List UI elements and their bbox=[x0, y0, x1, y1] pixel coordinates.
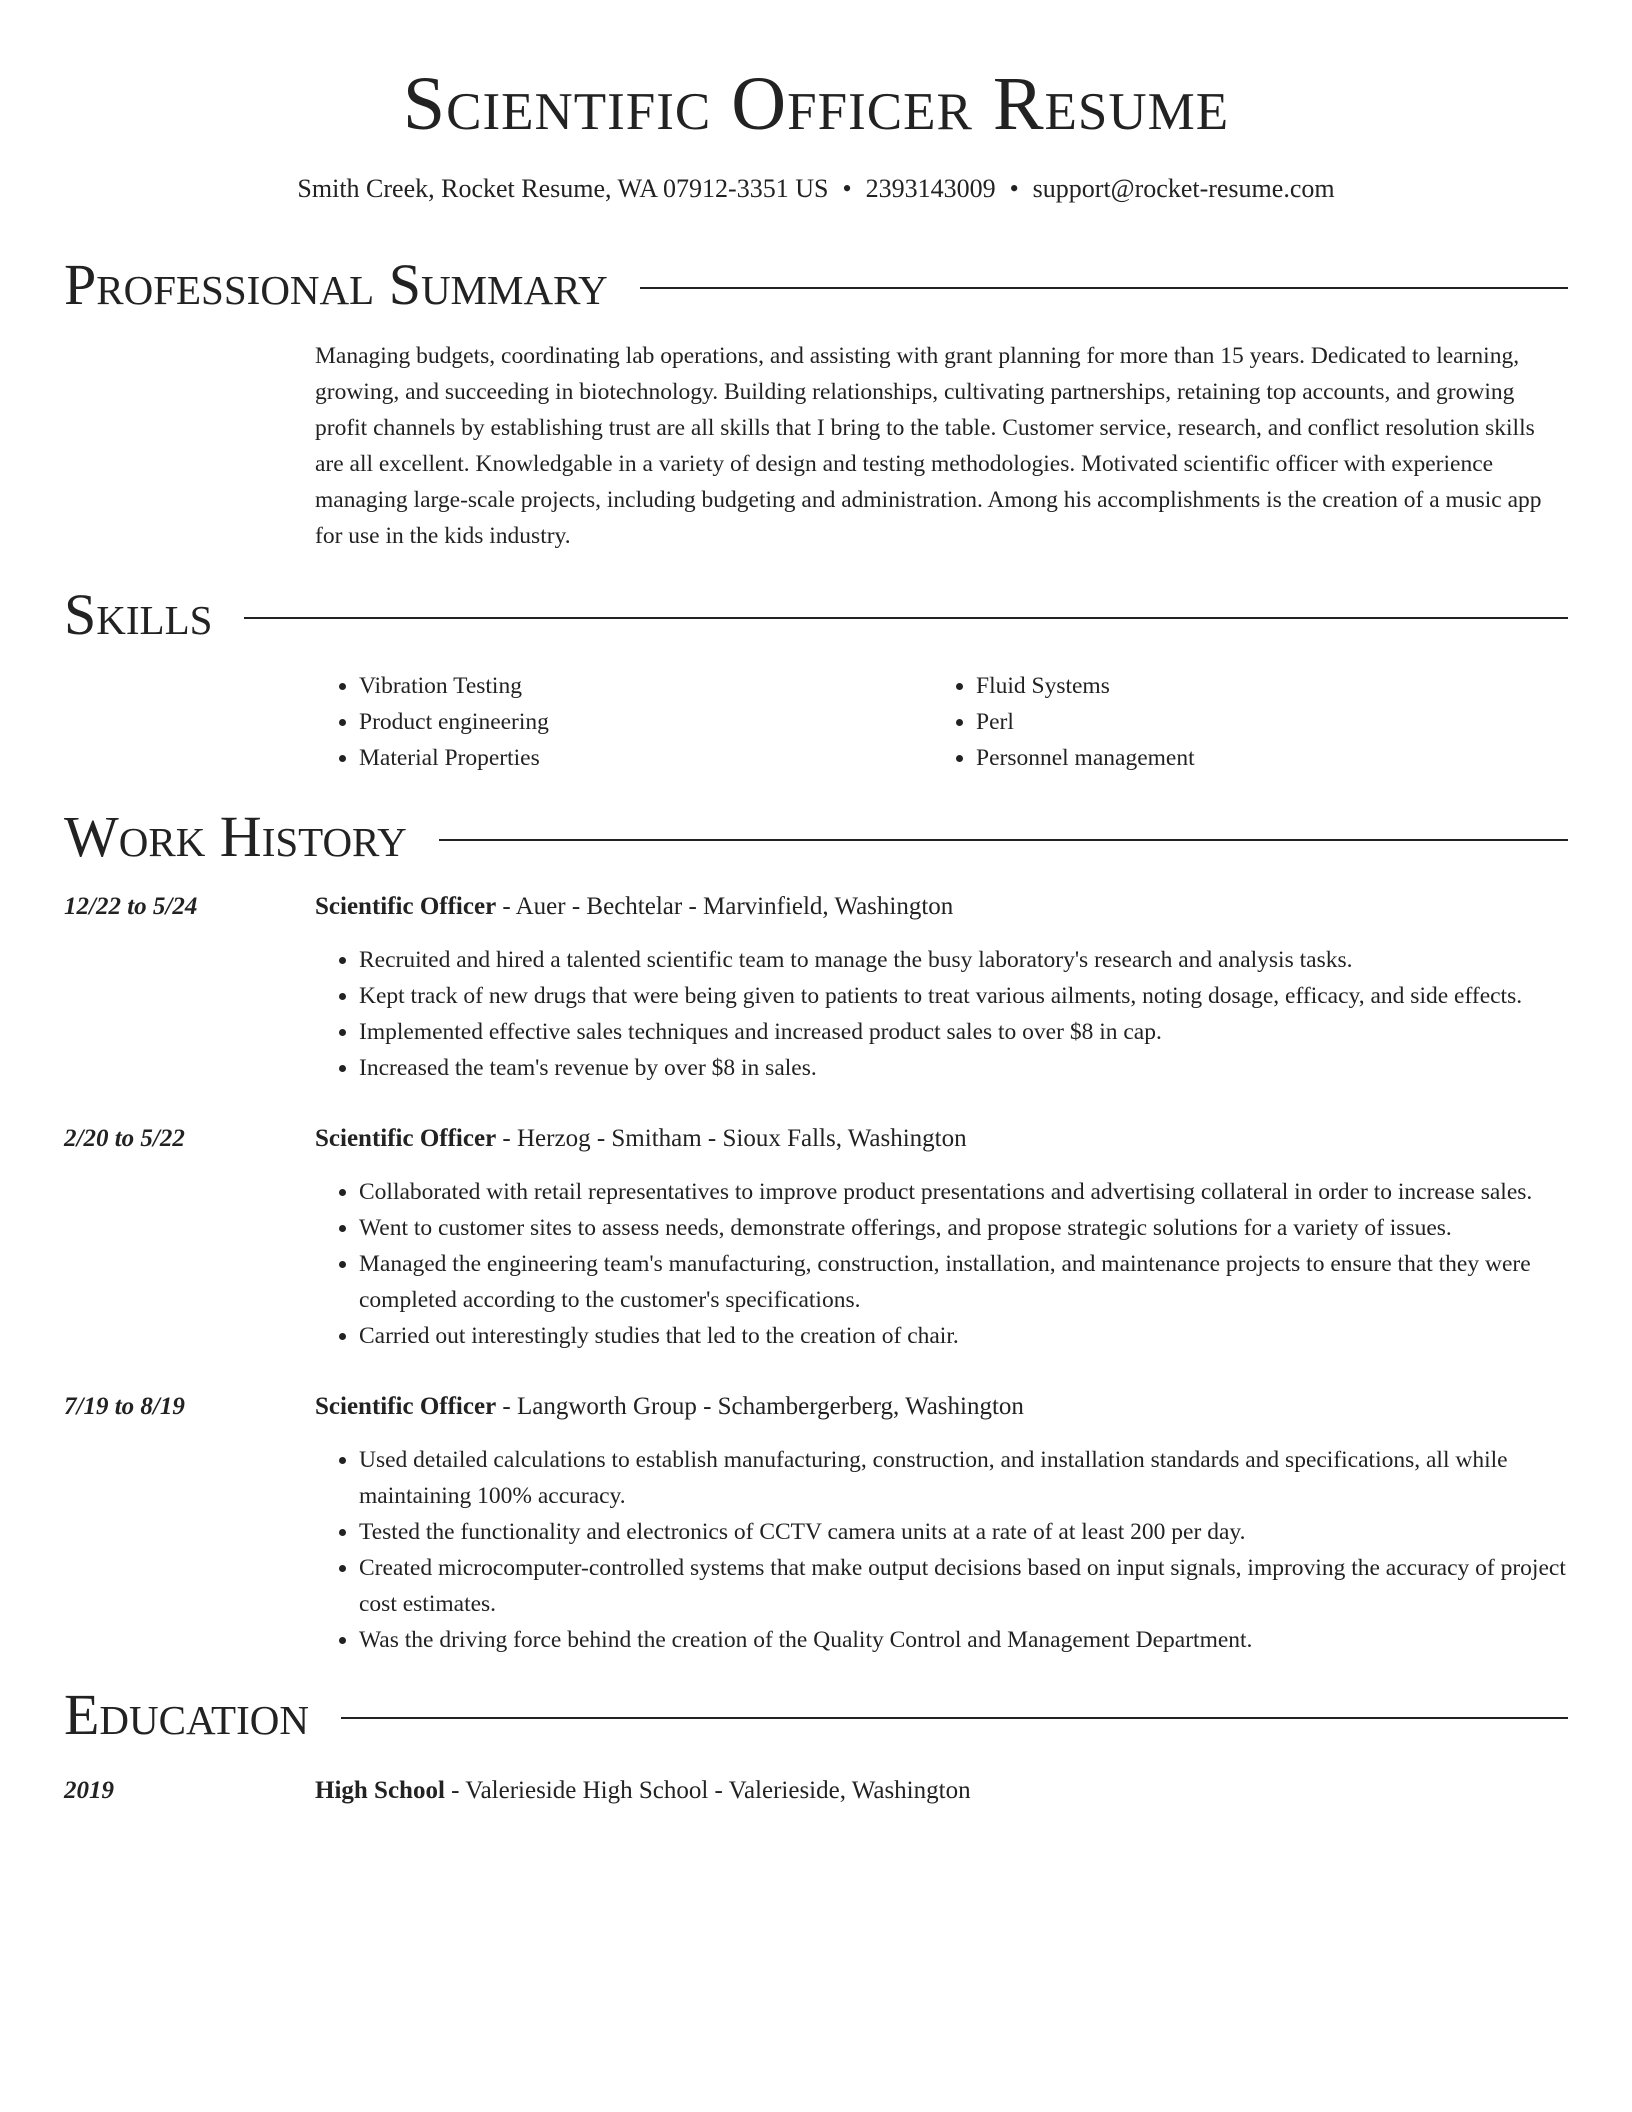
work-dates: 7/19 to 8/19 bbox=[64, 1393, 185, 1420]
work-title-line bbox=[315, 890, 1568, 924]
contact-phone: 2393143009 bbox=[865, 174, 996, 203]
section-divider bbox=[341, 1717, 1568, 1719]
contact-separator: • bbox=[842, 174, 852, 203]
skills-column-left bbox=[315, 668, 932, 776]
work-bullets bbox=[315, 1174, 1568, 1354]
work-bullet: • Increased the team's revenue by over $8 in sales. bbox=[359, 1050, 1568, 1086]
skills-section-heading bbox=[64, 582, 1568, 648]
work-bullet: • Kept track of new drugs that were being given to patients to treat various ailments, noting dosage, efficacy, and side effects. bbox=[359, 978, 1568, 1014]
work-bullet: • Managed the engineering team's manufacturing, construction, installation, and maintenance projects to ensure that they were completed according to the customer's specifications. bbox=[359, 1246, 1568, 1318]
education-section-heading bbox=[64, 1682, 1568, 1748]
skill-item: • Personnel management bbox=[976, 740, 1566, 776]
job-title: Scientific Officer bbox=[315, 1125, 497, 1152]
education-year: 2019 bbox=[64, 1777, 114, 1804]
skill-item: • Vibration Testing bbox=[359, 668, 932, 704]
work-bullet: • Tested the functionality and electronics of CCTV camera units at a rate of at least 200 per day. bbox=[359, 1514, 1568, 1550]
work-bullets bbox=[315, 1442, 1568, 1658]
work-bullet: • Recruited and hired a talented scientific team to manage the busy laboratory's research and analysis tasks. bbox=[359, 942, 1568, 978]
work-entry bbox=[64, 1122, 1568, 1354]
work-detail bbox=[315, 1390, 1568, 1658]
skill-item: • Fluid Systems bbox=[976, 668, 1566, 704]
work-title-line bbox=[315, 1122, 1568, 1156]
work-entry bbox=[64, 890, 1568, 1086]
work-bullet: • Was the driving force behind the creation of the Quality Control and Management Department. bbox=[359, 1622, 1568, 1658]
employer-location: - Auer - Bechtelar - Marvinfield, Washington bbox=[496, 893, 954, 920]
contact-separator: • bbox=[1009, 174, 1019, 203]
summary-text: Managing budgets, coordinating lab operations, and assisting with grant planning for more than 15 years. Dedicated to learning, growing, and succeeding in biotechnology. Building relationships, cultivating partnerships, retaining top accounts, and growing profit channels by establishing trust are all skills that I bring to the table. Customer service, research, and conflict resolution skills are all excellent. Knowledgable in a variety of design and testing methodologies. Motivated scientific officer with experience managing large-scale projects, including budgeting and administration. Among his accomplishments is the creation of a music app for use in the kids industry. bbox=[315, 343, 1542, 549]
education-title-line bbox=[315, 1774, 1568, 1808]
work-bullet: • Used detailed calculations to establish manufacturing, construction, and installation standards and specifications, all while maintaining 100% accuracy. bbox=[359, 1442, 1568, 1514]
summary-section-heading bbox=[64, 252, 1568, 318]
section-divider bbox=[640, 287, 1568, 289]
job-title: Scientific Officer bbox=[315, 1393, 497, 1420]
skill-item: • Material Properties bbox=[359, 740, 932, 776]
education-detail bbox=[315, 1774, 1568, 1808]
education-entry bbox=[64, 1774, 1568, 1808]
contact-email: support@rocket-resume.com bbox=[1032, 174, 1335, 203]
resume-title: Scientific Officer Resume bbox=[402, 62, 1230, 146]
work-dates: 2/20 to 5/22 bbox=[64, 1125, 185, 1152]
skill-item: • Product engineering bbox=[359, 704, 932, 740]
work-bullet: • Implemented effective sales techniques and increased product sales to over $8 in cap. bbox=[359, 1014, 1568, 1050]
section-divider bbox=[439, 839, 1568, 841]
degree: High School bbox=[315, 1777, 445, 1804]
job-title: Scientific Officer bbox=[315, 893, 497, 920]
work-section-heading bbox=[64, 804, 1568, 870]
work-bullet: • Created microcomputer-controlled systems that make output decisions based on input signals, improving the accuracy of project cost estimates. bbox=[359, 1550, 1568, 1622]
section-divider bbox=[244, 617, 1568, 619]
skill-item: • Perl bbox=[976, 704, 1566, 740]
resume-page bbox=[64, 0, 1568, 1808]
work-bullet: • Went to customer sites to assess needs, demonstrate offerings, and propose strategic solutions for a variety of issues. bbox=[359, 1210, 1568, 1246]
work-entry bbox=[64, 1390, 1568, 1658]
employer-location: - Herzog - Smitham - Sioux Falls, Washington bbox=[496, 1125, 967, 1152]
work-detail bbox=[315, 1122, 1568, 1354]
summary-heading-text: Professional Summary bbox=[64, 252, 608, 317]
skills-heading-text: Skills bbox=[64, 582, 213, 647]
contact-address: Smith Creek, Rocket Resume, WA 07912-3351 US bbox=[297, 174, 829, 203]
work-heading-text: Work History bbox=[64, 804, 407, 869]
school-location: - Valerieside High School - Valerieside, Washington bbox=[444, 1777, 971, 1804]
employer-location: - Langworth Group - Schambergerberg, Washington bbox=[496, 1393, 1024, 1420]
work-detail bbox=[315, 890, 1568, 1086]
education-heading-text: Education bbox=[64, 1682, 309, 1747]
work-bullet: • Carried out interestingly studies that led to the creation of chair. bbox=[359, 1318, 1568, 1354]
skills-list bbox=[315, 668, 1568, 776]
work-dates: 12/22 to 5/24 bbox=[64, 893, 198, 920]
skills-column-right bbox=[932, 668, 1566, 776]
work-bullet: • Collaborated with retail representatives to improve product presentations and advertising collateral in order to increase sales. bbox=[359, 1174, 1568, 1210]
contact-line bbox=[64, 172, 1568, 206]
work-title-line bbox=[315, 1390, 1568, 1424]
work-bullets bbox=[315, 942, 1568, 1086]
